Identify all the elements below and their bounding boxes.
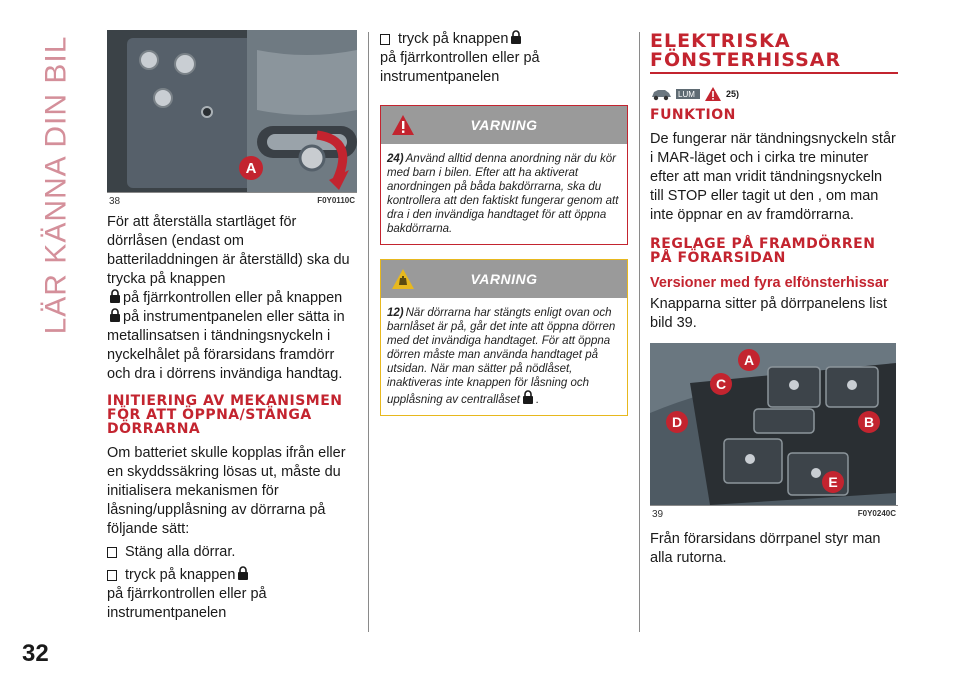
column-divider-2 (639, 32, 640, 632)
title-rule (650, 72, 898, 74)
list-item: tryck på knappen (107, 566, 357, 585)
figure-38-caption (107, 192, 357, 207)
lock-icon (109, 308, 121, 323)
lock-icon (237, 566, 249, 581)
figure-label-b: B (858, 411, 880, 433)
hand-warning-icon (391, 268, 415, 290)
section-heading-funktion: FUNKTION (650, 107, 736, 123)
paragraph-initiering: Om batteriet skulle kopplas ifrån eller en skyddssäkring lösas ut, måste du initialisera mekanismen för låsning/upplåsning av dörrarna på följande sätt: (107, 445, 346, 537)
column-divider-1 (368, 32, 369, 632)
paragraph-funktion: De fungerar när tändningsnyckeln står i MAR-läget och i cirka tre minuter efter att man vridit tändningsnyckeln till STOP eller tagit ut den , om man inte öppnar en av framdörrarna. (650, 131, 896, 223)
door-lock-illustration (107, 30, 357, 192)
figure-number: 38 (109, 196, 121, 207)
column-3 (650, 32, 898, 568)
warning-text: 24) Använd alltid denna anordning när du kör med barn i bilen. Efter att ha aktiverat anordningen på båda bakdörrarna, ska du kontrollera att den faktiskt fungerar genom att dra i den invändiga handtaget för att öppna bakdörrarna. (387, 153, 619, 235)
warning-header: VARNING (381, 106, 627, 144)
subheading-versions: Versioner med fyra elfönsterhissar (650, 275, 889, 291)
figure-39 (650, 343, 896, 505)
checkbox-bullet-icon (107, 570, 117, 581)
figure-code: F0Y0110C (317, 196, 355, 205)
list-item-continuation: på fjärrkontrollen eller på instrumentpanelen (380, 50, 540, 85)
figure-label-e: E (822, 471, 844, 493)
figure-label-a: A (738, 349, 760, 371)
section-heading-initiering: INITIERING AV MEKANISMEN FÖR ATT ÖPPNA/STÄNGA DÖRRARNA (107, 393, 343, 437)
figure-label-d: D (666, 411, 688, 433)
figure-label-a: A (239, 156, 263, 180)
warning-box-24 (380, 105, 628, 245)
trim-icon (676, 87, 700, 101)
page-number: 32 (22, 640, 49, 667)
lock-icon (522, 390, 534, 405)
checkbox-bullet-icon (380, 34, 390, 45)
figure-38 (107, 30, 357, 192)
warning-header: VARNING (381, 260, 627, 298)
paragraph-knapparna: Knapparna sitter på dörrpanelens list bild 39. (650, 296, 887, 331)
lock-icon (109, 289, 121, 304)
lock-icon (510, 30, 522, 45)
checkbox-bullet-icon (107, 547, 117, 558)
side-section-title: LÄR KÄNNA DIN BIL (39, 35, 73, 335)
warning-triangle-icon (391, 114, 415, 136)
figure-number: 39 (652, 509, 664, 520)
figure-label-c: C (710, 373, 732, 395)
figure-39-caption (650, 505, 898, 520)
chapter-title: ELEKTRISKA FÖNSTERHISSAR (650, 30, 842, 71)
section-heading-reglage: REGLAGE PÅ FRAMDÖRREN PÅ FÖRARSIDAN (650, 236, 876, 266)
figure-code: F0Y0240C (857, 509, 896, 518)
column-2 (380, 30, 628, 416)
info-icons: LUM 25) (650, 86, 898, 102)
list-item: Stäng alla dörrar. (107, 543, 357, 562)
column-1 (107, 30, 357, 623)
warning-text: 12) När dörrarna har stängts enligt ovan och barnlåset är på, går det inte att öppna dörren med det invändiga handtaget. För att öppna dörren måste man använda handtaget på utsidan. När man sätter på nödlåset, inaktiveras inte knappen för låsning och upplåsning av centrallåset . (387, 307, 616, 406)
paragraph-reset-locks: För att återställa startläget för dörrlåsen (endast om batteriladdningen är återställd) ska du trycka på knappen på fjärrkontrollen eller på knappen på instrumentpanelen eller sätta in metallinsatsen i tändningsnyckeln i nyckelhålet på förarsidans framdörr och dra i dörrens invändiga handtag. (107, 214, 350, 382)
svg-text:LUM: LUM (678, 90, 695, 99)
warning-box-12 (380, 259, 628, 416)
list-item-continuation: på fjärrkontrollen eller på instrumentpanelen (107, 586, 267, 621)
list-item: tryck på knappen (380, 30, 628, 49)
paragraph-forarsidan: Från förarsidans dörrpanel styr man alla rutorna. (650, 531, 881, 566)
warning-triangle-icon (704, 86, 722, 102)
car-icon (650, 87, 672, 101)
